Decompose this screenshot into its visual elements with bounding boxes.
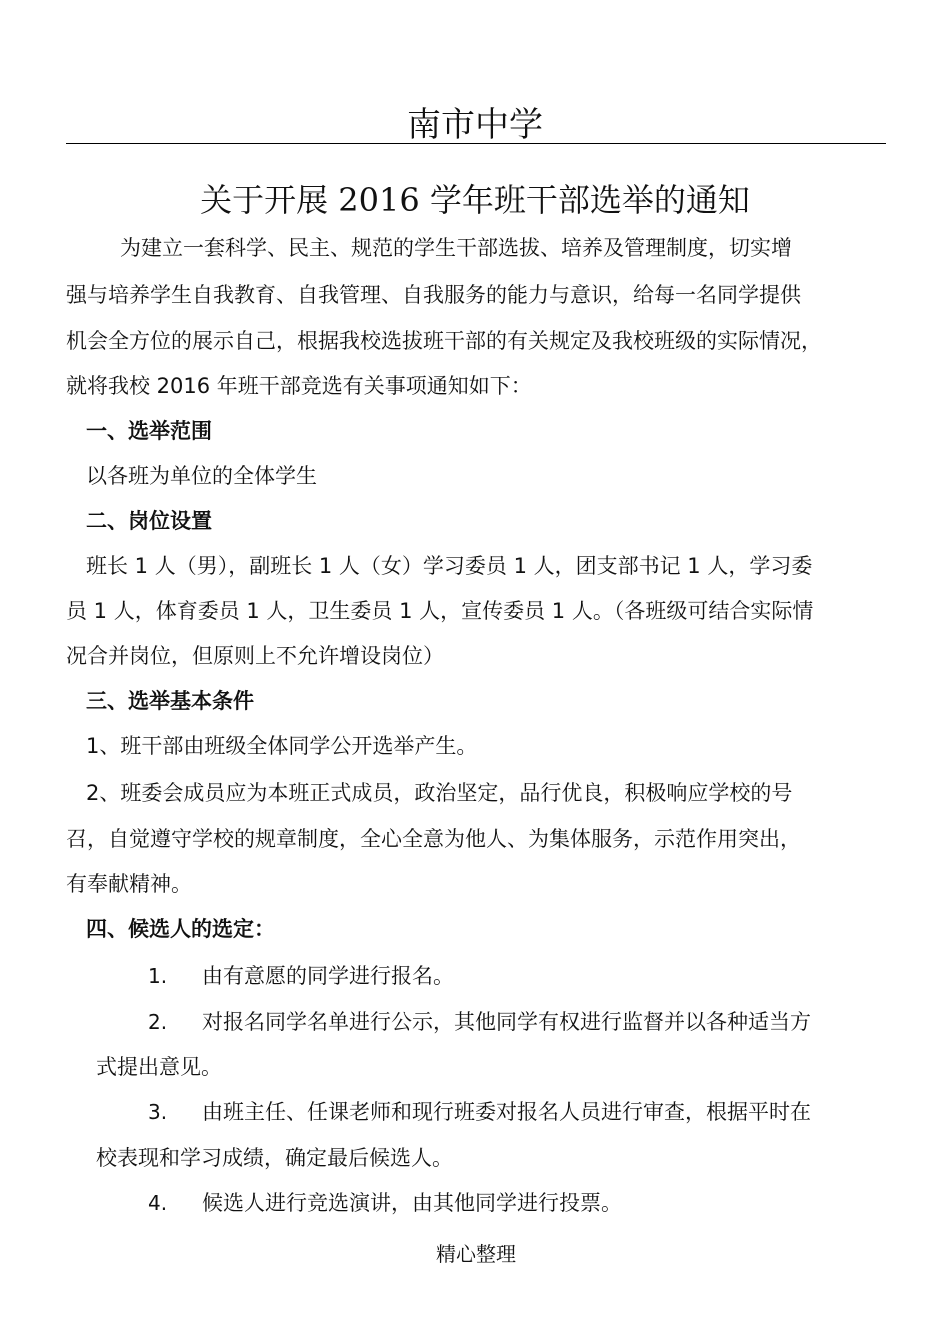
section-line: 2、班委会成员应为本班正式成员，政治坚定，品行优良，积极响应学校的号 xyxy=(86,781,793,805)
section-heading-positions: 二、岗位设置 xyxy=(86,509,212,533)
section-line: 班长 1 人（男），副班长 1 人（女）学习委员 1 人，团支部书记 1 人，学习委 xyxy=(86,554,813,578)
section-line: 1、班干部由班级全体同学公开选举产生。 xyxy=(86,734,478,758)
intro-line: 机会全方位的展示自己，根据我校选拔班干部的有关规定及我校班级的实际情况， xyxy=(66,329,822,353)
list-item-text: 候选人进行竞选演讲，由其他同学进行投票。 xyxy=(202,1191,622,1215)
list-item-text: 由班主任、任课老师和现行班委对报名人员进行审查，根据平时在 xyxy=(202,1100,811,1124)
section-heading-scope: 一、选举范围 xyxy=(86,419,212,443)
section-line: 员 1 人，体育委员 1 人，卫生委员 1 人，宣传委员 1 人。（各班级可结合实际情 xyxy=(66,599,814,623)
footer-note: 精心整理 xyxy=(436,1242,516,1266)
intro-line: 就将我校 2016 年班干部竞选有关事项通知如下： xyxy=(66,374,532,398)
school-name: 南市中学 xyxy=(407,105,543,145)
list-item-text: 式提出意见。 xyxy=(96,1055,222,1079)
section-line: 以各班为单位的全体学生 xyxy=(86,464,317,488)
header-rule xyxy=(66,143,886,144)
intro-line: 强与培养学生自我教育、自我管理、自我服务的能力与意识，给每一名同学提供 xyxy=(66,283,801,307)
list-item-number: 1. xyxy=(148,964,168,988)
list-item-text: 对报名同学名单进行公示，其他同学有权进行监督并以各种适当方 xyxy=(202,1010,811,1034)
section-heading-candidates: 四、候选人的选定： xyxy=(86,917,275,941)
section-line: 有奉献精神。 xyxy=(66,872,192,896)
section-line: 况合并岗位，但原则上不允许增设岗位） xyxy=(66,644,444,668)
list-item-text: 校表现和学习成绩，确定最后候选人。 xyxy=(96,1146,453,1170)
list-item-number: 4. xyxy=(148,1191,168,1215)
intro-line: 为建立一套科学、民主、规范的学生干部选拔、培养及管理制度，切实增 xyxy=(120,236,792,260)
list-item-number: 3. xyxy=(148,1100,168,1124)
list-item-number: 2. xyxy=(148,1010,168,1034)
list-item-text: 由有意愿的同学进行报名。 xyxy=(202,964,454,988)
section-line: 召，自觉遵守学校的规章制度，全心全意为他人、为集体服务，示范作用突出， xyxy=(66,827,801,851)
document-title: 关于开展 2016 学年班干部选举的通知 xyxy=(200,181,750,219)
section-heading-conditions: 三、选举基本条件 xyxy=(86,689,254,713)
